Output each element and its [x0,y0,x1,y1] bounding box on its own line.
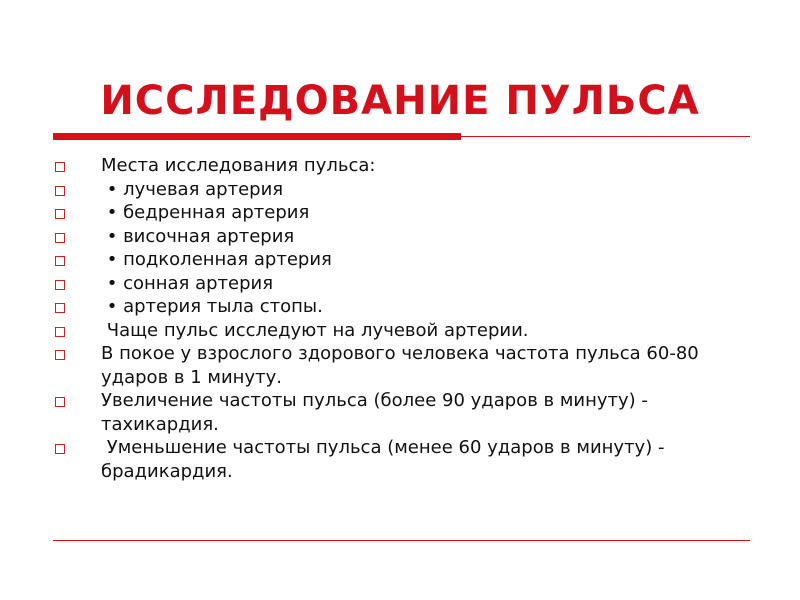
list-item [53,248,753,272]
slide-title: ИССЛЕДОВАНИЕ ПУЛЬСА [100,78,700,124]
list-item [53,201,753,225]
list-item [53,319,753,343]
list-item-text: В покое у взрослого здорового человека частота пульса 60-80 ударов в 1 минуту. [101,343,705,388]
square-bullet-icon [55,209,65,219]
list-item-text: Увеличение частоты пульса (более 90 ударов в минуту) - тахикардия. [101,390,654,435]
list-item [53,436,753,483]
list-item-text: • подколенная артерия [101,249,332,270]
square-bullet-icon [55,444,65,454]
list-item [53,154,753,178]
square-bullet-icon [55,233,65,243]
title-underline-thick [53,133,461,140]
square-bullet-icon [55,256,65,266]
list-item [53,389,753,436]
list-item-text: • височная артерия [101,225,295,247]
square-bullet-icon [55,397,65,407]
list-item [53,272,753,296]
list-item-text: Чаще пульс исследуют на лучевой артерии. [101,319,529,341]
square-bullet-icon [55,303,65,313]
list-item-text: • сонная артерия [101,272,274,294]
list-item-text: • бедренная артерия [101,202,310,223]
footer-rule [53,540,750,541]
square-bullet-icon [55,327,65,337]
list-item [53,225,753,249]
square-bullet-icon [55,350,65,360]
list-item-text: • лучевая артерия [101,178,284,200]
list-item-text: Места исследования пульса: [101,155,376,176]
square-bullet-icon [55,162,65,172]
list-item [53,295,753,319]
bullet-list [53,154,753,483]
list-item-text: • артерия тыла стопы. [101,296,323,317]
square-bullet-icon [55,186,65,196]
square-bullet-icon [55,280,65,290]
list-item [53,342,753,389]
list-item-text: Уменьшение частоты пульса (менее 60 ударов в минуту) - брадикардия. [101,437,671,482]
list-item [53,178,753,202]
